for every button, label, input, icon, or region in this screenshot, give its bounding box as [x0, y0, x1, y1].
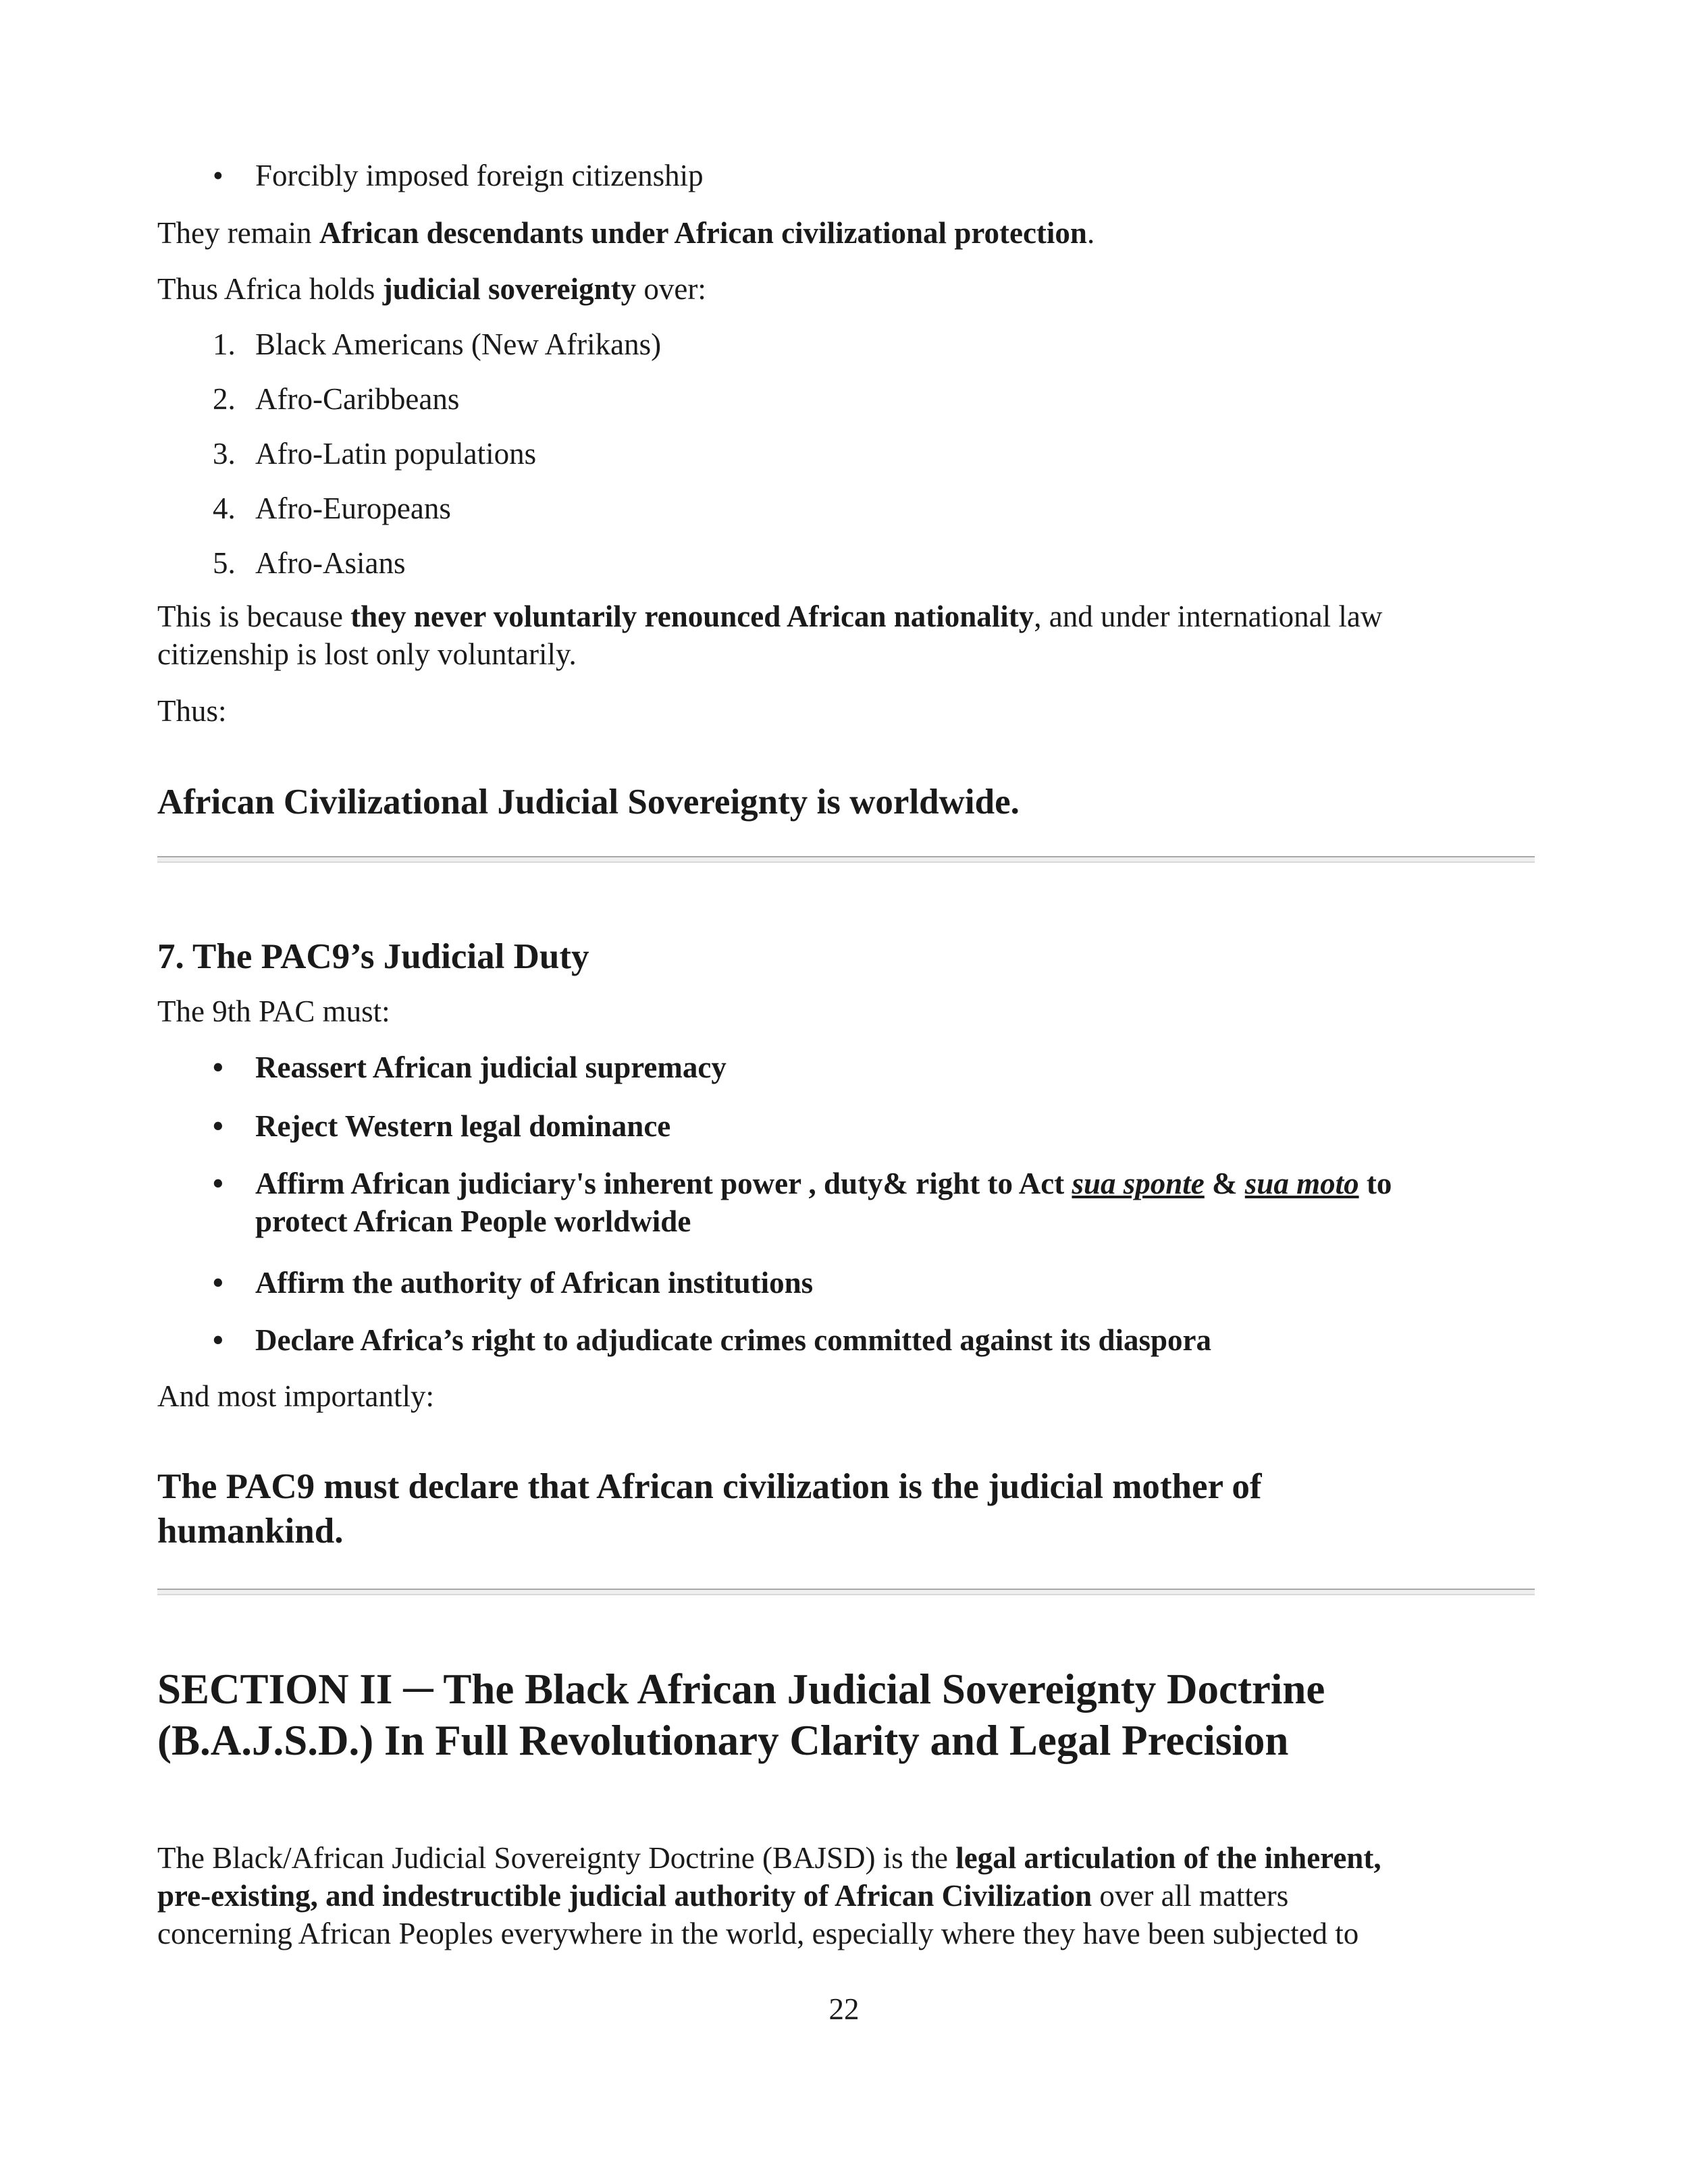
bullet-marker: • — [213, 1167, 223, 1200]
bajsd-paragraph: The Black/African Judicial Sovereignty Doctrine (BAJSD) is the legal articulation of the inherent, pre-existing, and indestructible judicial authority of African Civilization over all matters concerning African Peoples everywhere in the world, especially where they have been subjected to — [157, 1841, 1381, 1950]
bullet-marker: • — [213, 1050, 223, 1084]
horizontal-rule — [157, 1589, 1535, 1595]
thus-paragraph: Thus: — [157, 694, 227, 728]
most-importantly-paragraph: And most importantly: — [157, 1379, 434, 1413]
section-ii-heading: SECTION II ─ The Black African Judicial Sovereignty Doctrine (B.A.J.S.D.) In Full Revolutionary Clarity and Legal Precision — [157, 1666, 1325, 1764]
page-number: 22 — [828, 1992, 860, 2026]
list-item-text: Forcibly imposed foreign citizenship — [255, 159, 704, 192]
thus-africa-paragraph: Thus Africa holds judicial sovereignty over: — [157, 272, 706, 306]
worldwide-heading: African Civilizational Judicial Sovereignty is worldwide. — [157, 782, 1020, 822]
section-7-intro: The 9th PAC must: — [157, 994, 390, 1028]
bullet-marker: • — [213, 1266, 223, 1300]
because-paragraph: This is because they never voluntarily renounced African nationality, and under international law citizenship is lost only voluntarily. — [157, 600, 1383, 671]
section-7-heading: 7. The PAC9’s Judicial Duty — [157, 937, 589, 976]
bullet-marker: • — [213, 159, 223, 192]
declare-heading: The PAC9 must declare that African civilization is the judicial mother of humankind. — [157, 1467, 1262, 1551]
document-page: • Forcibly imposed foreign citizenship They remain African descendants under African civilizational protection. Thus Africa holds judicial sovereignty over: 1. Black Americans (New Afrikans) 2. Afro-Caribbeans 3. Afro-Latin populations 4. Afro-Europeans 5. Afro-Asians This is because they never voluntarily renounced African nationality, and under international law citizenship is lost only voluntarily. Thus: African Civilizational Judicial Sovereignty is worldwide. 7. The PAC9’s Judicial Duty The 9th PAC must: • Reassert African judicial supremacy • Reject Western legal dominance • Affirm African judiciary's inherent power , duty& right to Act sua sponte & sua moto to protect African People worldwide • Affirm the authority of African institutions • Declare Africa’s right to adjudicate crimes committed against its diaspora And most importantly: The PAC9 must declare that African civilization is the judicial mother of humankind. SECTION II ─ The Black African Judicial Sovereignty Doctrine (B.A.J.S.D.) In Full Revolutionary Clarity and Legal Precision The Black/African Judicial Sovereignty Doctrine (BAJSD) is the legal articulation of the inherent, pre-existing, and indestructible judicial authority of African Civilization over all matters concerning African Peoples everywhere in the world, especially where they have been subjected to 22 — [0, 0, 1688, 2184]
bullet-marker: • — [213, 1323, 223, 1357]
remain-paragraph: They remain African descendants under African civilizational protection. — [157, 216, 1095, 250]
horizontal-rule — [157, 856, 1535, 863]
bullet-marker: • — [213, 1109, 223, 1143]
